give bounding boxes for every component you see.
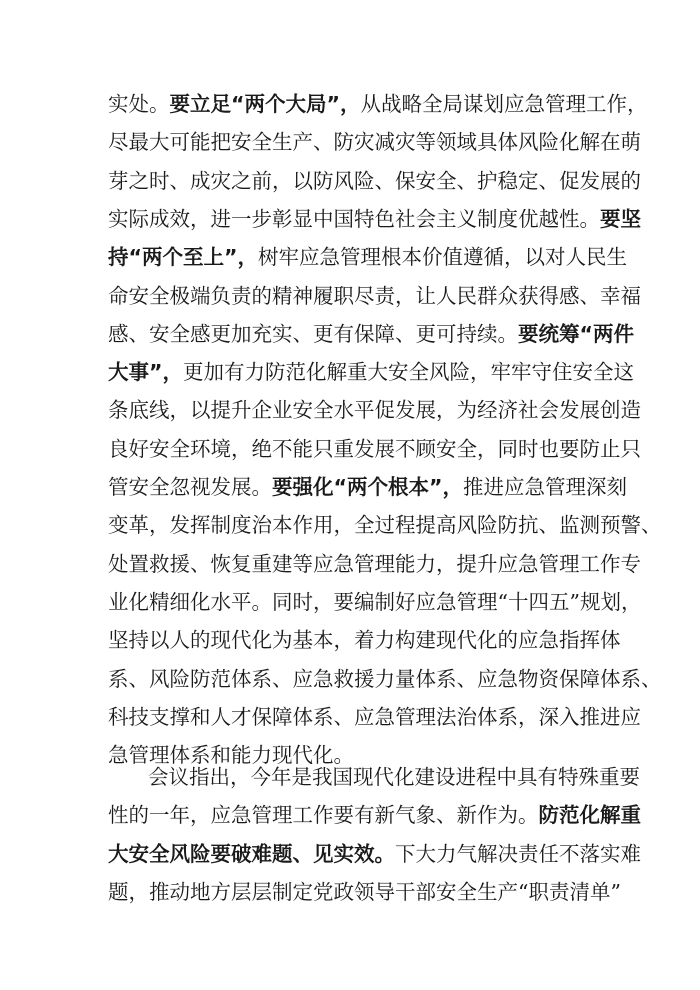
text-line (108, 318, 634, 351)
bold-text-run: 大安全风险要破难题、见实效。 (108, 841, 395, 866)
text-run: 性的一年，应急管理工作要有新气象、新作为。 (108, 803, 539, 828)
text-run: 变革，发挥制度治本作用，全过程提高风险防抗、监测预警、 (108, 513, 662, 538)
text-line (108, 88, 648, 121)
text-run: 实际成效，进一步彰显中国特色社会主义制度优越性。 (108, 206, 600, 231)
text-line (108, 356, 634, 389)
text-run: 题，推动地方层层制定党政领导干部安全生产“职责清单” (108, 879, 621, 904)
text-run: 系、风险防范体系、应急救援力量体系、应急物资保障体系、 (108, 666, 662, 691)
bold-text-run: 持“两个至上”， (108, 245, 258, 270)
text-run: 实处。 (108, 92, 170, 116)
text-run: 树牢应急管理根本价值遵循，以对人民生 (257, 245, 627, 270)
text-run: 芽之时、成灾之前，以防风险、保安全、护稳定、促发展的 (108, 168, 641, 193)
bold-text-run: 防范化解重 (538, 803, 641, 828)
text-line (108, 241, 627, 274)
bold-text-run: 要立足“两个大局”， (169, 92, 361, 116)
text-line (108, 126, 641, 159)
text-run: 处置救援、恢复重建等应急管理能力，提升应急管理工作专 (108, 551, 641, 576)
text-line (148, 761, 640, 794)
text-line (108, 280, 641, 313)
text-run: 感、安全感更加充实、更有保障、更可持续。 (108, 321, 518, 346)
bold-text-run: 要强化“两个根本”， (272, 475, 463, 499)
text-run: 管安全忽视发展。 (108, 475, 272, 499)
text-line (108, 701, 641, 734)
text-line (108, 548, 641, 581)
text-line (108, 586, 642, 619)
text-line (108, 165, 641, 198)
text-run: 命安全极端负责的精神履职尽责，让人民群众获得感、幸福 (108, 283, 641, 308)
text-run: 良好安全环境，绝不能只重发展不顾安全，同时也要防止只 (108, 436, 641, 461)
text-line (108, 471, 627, 504)
text-line (108, 624, 621, 657)
text-line (108, 433, 641, 466)
text-run: 业化精细化水平。同时，要编制好应急管理“十四五”规划， (108, 589, 642, 614)
text-run: 条底线，以提升企业安全水平促发展，为经济社会发展创造 (108, 398, 641, 423)
text-run: 从战略全局谋划应急管理工作， (360, 92, 648, 116)
text-line (108, 663, 662, 696)
text-line (108, 509, 662, 542)
text-run: 下大力气解决责任不落实难 (395, 841, 641, 866)
text-line (108, 203, 641, 236)
text-run: 坚持以人的现代化为基本，着力构建现代化的应急指挥体 (108, 628, 621, 653)
text-line (108, 838, 641, 871)
text-run: 更加有力防范化解重大安全风险，牢牢守住安全这 (182, 360, 634, 385)
text-line (108, 799, 641, 832)
text-run: 急管理体系和能力现代化。 (108, 743, 354, 768)
bold-text-run: 大事”， (108, 360, 183, 385)
text-run: 推进应急管理深刻 (462, 475, 627, 499)
text-line (108, 876, 621, 909)
text-run: 会议指出，今年是我国现代化建设进程中具有特殊重要 (148, 765, 640, 789)
text-run: 科技支撑和人才保障体系、应急管理法治体系，深入推进应 (108, 704, 641, 729)
text-line (108, 394, 641, 427)
bold-text-run: 要统筹“两件 (518, 321, 634, 346)
bold-text-run: 要坚 (600, 206, 641, 231)
text-run: 尽最大可能把安全生产、防灾减灾等领域具体风险化解在萌 (108, 130, 641, 155)
